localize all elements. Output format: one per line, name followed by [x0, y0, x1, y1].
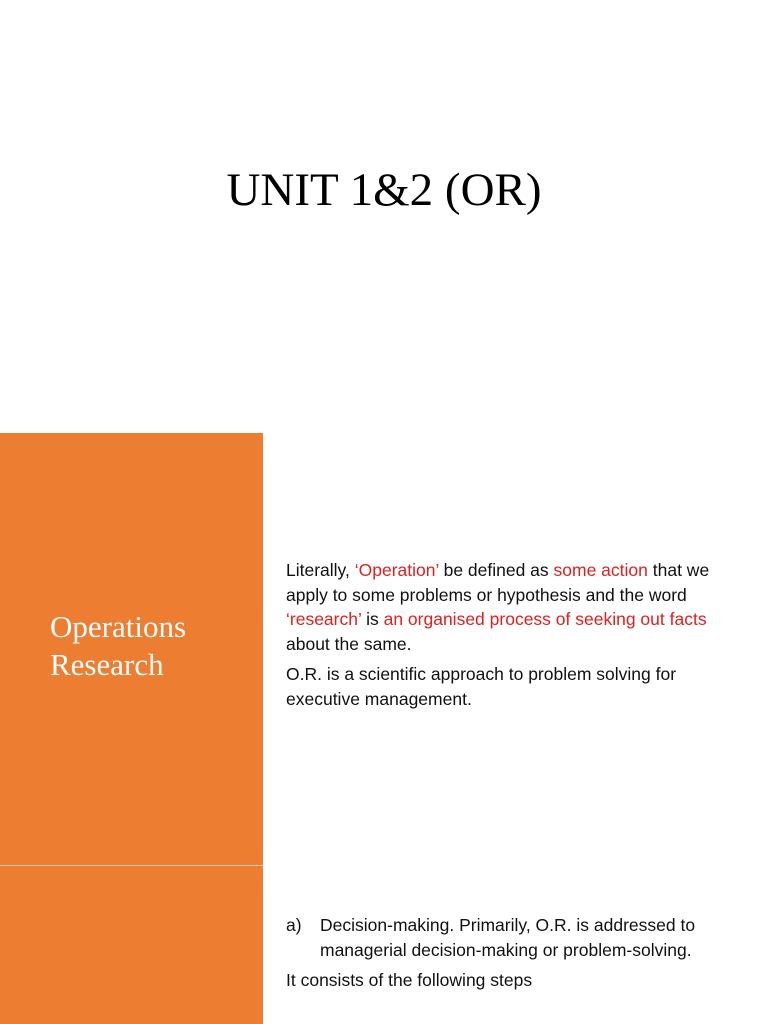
- list-item: [286, 913, 726, 962]
- slide-decision-making: [0, 866, 768, 1024]
- slide-title: UNIT 1&2 (OR): [226, 164, 542, 216]
- title-slide: [0, 0, 768, 433]
- sidebar-title: Operations Research: [50, 609, 187, 682]
- text-run: be defined as: [438, 560, 554, 580]
- highlight-operation: ‘Operation’: [354, 560, 439, 580]
- text-run: Literally,: [286, 560, 355, 580]
- list-item-text: Decision-making. Primarily, O.R. is addressed to managerial decision-making or problem-solving.: [320, 915, 696, 960]
- list-marker: a): [286, 915, 302, 935]
- slide-body: [286, 913, 726, 999]
- or-approach-paragraph: O.R. is a scientific approach to problem solving for executive management.: [286, 664, 677, 709]
- steps-intro-paragraph: It consists of the following steps: [286, 970, 533, 990]
- definition-paragraph: [286, 558, 726, 656]
- highlight-organised-process: an organised process of seeking out facts: [383, 609, 707, 629]
- text-run: about the same.: [286, 633, 412, 654]
- text-run: that we apply to some problems or hypothesis and the word: [286, 560, 710, 605]
- accent-sidebar: [0, 866, 263, 1024]
- slide-body: [286, 558, 726, 717]
- slide-operations-research: [0, 433, 768, 865]
- accent-sidebar: [0, 433, 263, 865]
- highlight-research: ‘research’: [286, 609, 362, 629]
- text-run: is: [361, 609, 384, 629]
- highlight-some-action: some action: [553, 560, 648, 580]
